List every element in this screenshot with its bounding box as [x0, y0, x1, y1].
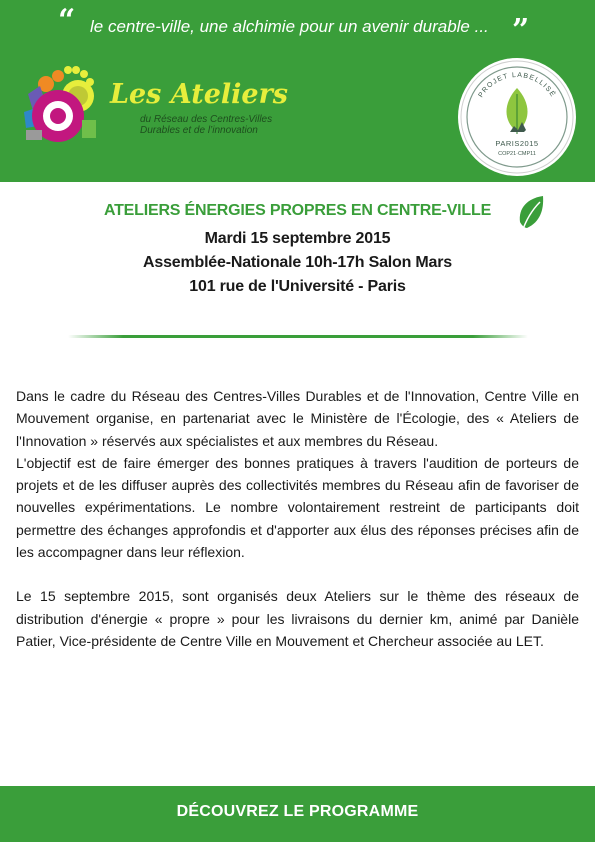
section-divider: [68, 335, 528, 338]
logo-title: Les Ateliers: [110, 79, 289, 110]
header-banner: [0, 0, 595, 182]
badge-bottom-subtext: COP21·CMP11: [498, 151, 536, 157]
logo-mark-icon: [18, 64, 110, 146]
body-text: [16, 385, 579, 652]
logo-subtitle: [140, 114, 300, 136]
badge-bottom-text: PARIS2015: [495, 139, 539, 148]
event-address: 101 rue de l'Université - Paris: [189, 278, 406, 295]
paragraph-1: Dans le cadre du Réseau des Centres-Villes Durables et de l'Innovation, Centre Ville en Mouvement organise, en partenariat avec le Ministère de l'Écologie, des « Ateliers de l'Innovation » réservés aux spécialistes et aux membres du Réseau.: [16, 388, 579, 449]
quote-close-mark: ”: [512, 13, 530, 48]
cop21-label-badge-icon: [458, 58, 576, 176]
event-title: ATELIERS ÉNERGIES PROPRES EN CENTRE-VILLE: [103, 202, 492, 219]
badge-top-text: PROJET LABELLISÉ: [477, 71, 557, 99]
discover-program-button[interactable]: DÉCOUVREZ LE PROGRAMME: [176, 803, 419, 820]
paragraph-2: L'objectif est de faire émerger des bonnes pratiques à travers l'audition de porteurs de projets et de les diffuser auprès des collectivités membres du Réseau afin de favoriser de nouvelles expérimentations. Le nombre volontairement restreint de participants doit permettre des échanges approfondis et d'apporter aux élus des réponses précises afin de les accompagner dans leur réflexion.: [16, 454, 579, 561]
event-date: Mardi 15 septembre 2015: [204, 230, 391, 247]
paragraph-3: Le 15 septembre 2015, sont organisés deux Ateliers sur le thème des réseaux de distribution d'énergie « propre » pour les livraisons du dernier km, animé par Danièle Patier, Vice-présidente de Centre Ville en Mouvement et Chercheur associée au LET.: [16, 588, 579, 649]
logo-subtitle-line-1: du Réseau des Centres-Villes: [140, 114, 273, 125]
logo-subtitle-line-2: Durables et de l’innovation: [140, 125, 258, 136]
quote-open-mark: “: [58, 3, 76, 38]
event-venue: Assemblée-Nationale 10h-17h Salon Mars: [143, 254, 452, 271]
tagline-text: le centre-ville, une alchimie pour un avenir durable ...: [90, 17, 489, 36]
tagline-quote: [58, 3, 538, 48]
footer-banner: [0, 786, 595, 842]
